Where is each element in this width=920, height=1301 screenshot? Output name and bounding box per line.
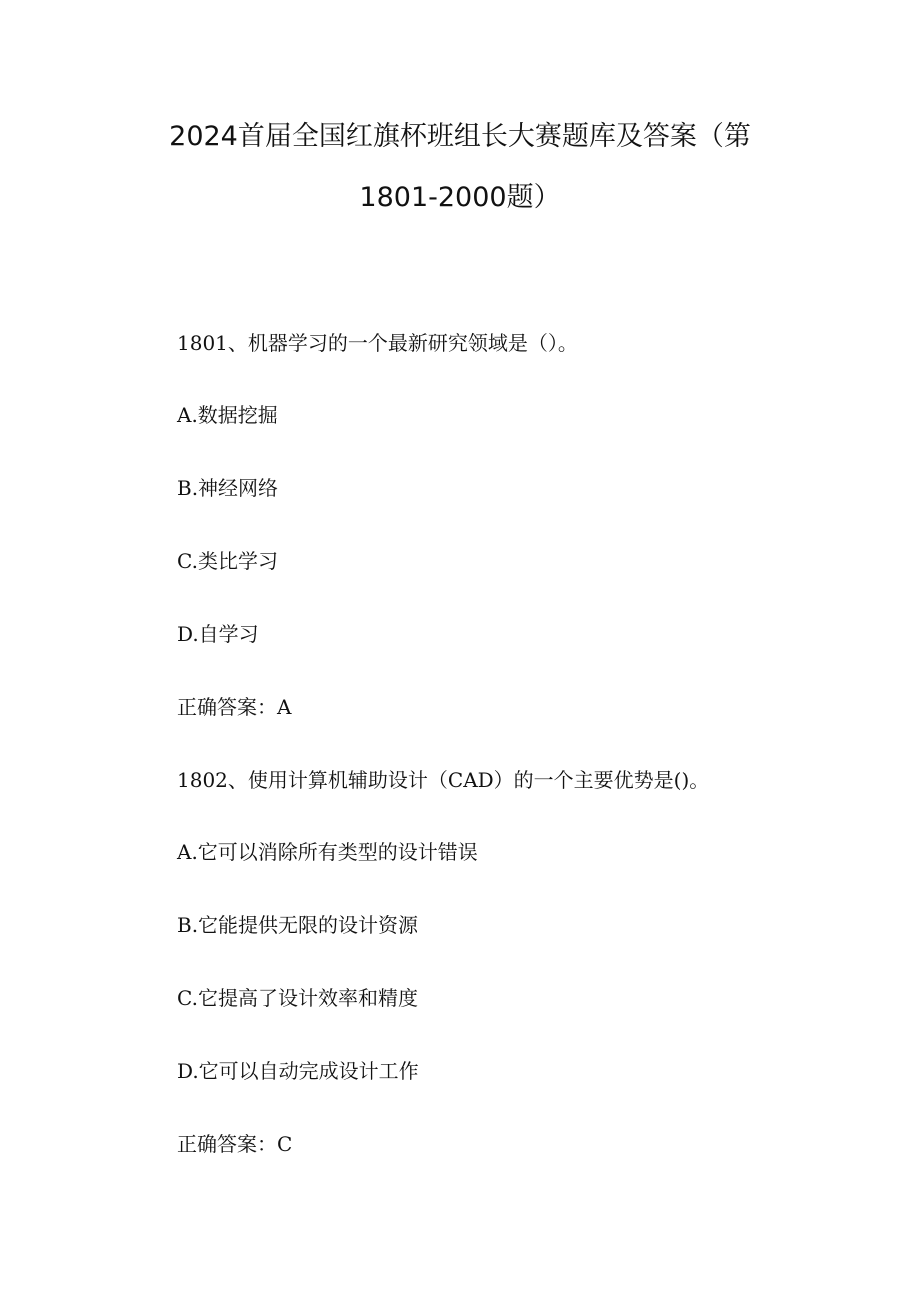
option-d: D.自学习 bbox=[177, 622, 259, 646]
answer-text: 正确答案：A bbox=[177, 695, 292, 719]
option-b: B.神经网络 bbox=[177, 476, 279, 500]
title-line-2: 1801-2000题） bbox=[359, 182, 561, 213]
question-text: 1802、使用计算机辅助设计（CAD）的一个主要优势是()。 bbox=[177, 768, 710, 792]
option-c: C.它提高了设计效率和精度 bbox=[177, 986, 418, 1010]
answer-text: 正确答案：C bbox=[177, 1132, 293, 1156]
option-c: C.类比学习 bbox=[177, 549, 278, 573]
question-text: 1801、机器学习的一个最新研究领域是（）。 bbox=[177, 331, 578, 355]
title-line-1: 2024首届全国红旗杯班组长大赛题库及答案（第 bbox=[169, 121, 751, 152]
option-b: B.它能提供无限的设计资源 bbox=[177, 913, 419, 937]
option-a: A.数据挖掘 bbox=[177, 403, 278, 427]
option-d: D.它可以自动完成设计工作 bbox=[177, 1059, 419, 1083]
option-a: A.它可以消除所有类型的设计错误 bbox=[177, 840, 478, 864]
